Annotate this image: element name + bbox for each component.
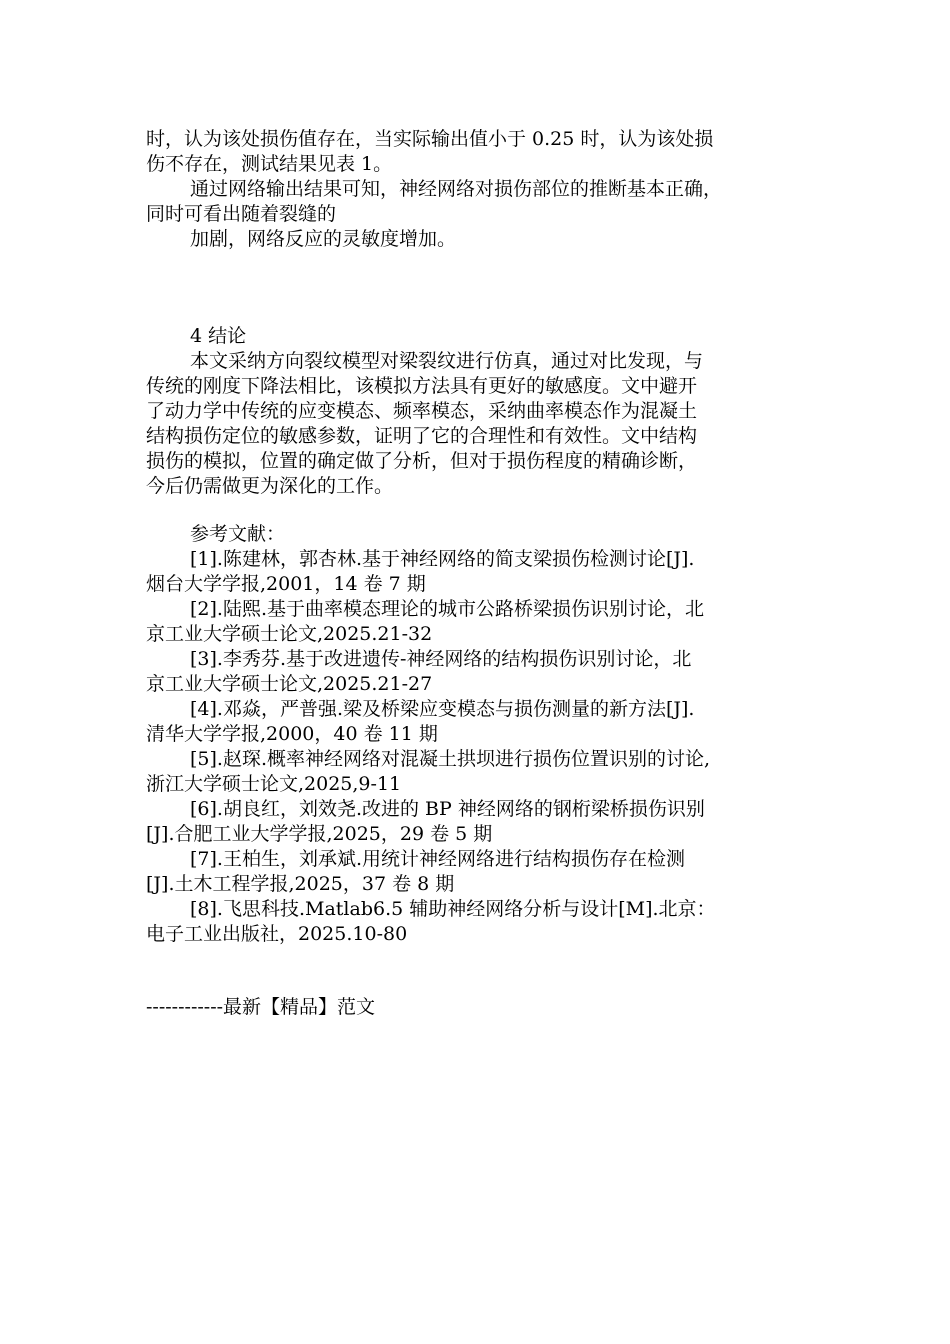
section-heading: 4 结论 [190, 325, 247, 347]
text-line: 损伤的模拟，位置的确定做了分析，但对于损伤程度的精确诊断， [146, 450, 698, 472]
text-line: 伤不存在，测试结果见表 1。 [146, 153, 393, 175]
reference-item-4-line1: [4].邓焱，严普强.梁及桥梁应变模态与损伤测量的新方法[J]. [190, 698, 695, 720]
reference-item-7-line2: [J].土木工程学报,2025，37 卷 8 期 [146, 873, 455, 895]
text-line: 同时可看出随着裂缝的 [146, 203, 337, 225]
reference-item-1-line2: 烟台大学学报,2001，14 卷 7 期 [146, 573, 426, 595]
text-line: 时，认为该处损伤值存在，当实际输出值小于 0.25 时，认为该处损 [146, 128, 714, 150]
reference-item-5-line1: [5].赵琛.概率神经网络对混凝土拱坝进行损伤位置识别的讨论, [190, 748, 711, 770]
text-line: 了动力学中传统的应变模态、频率模态，采纳曲率模态作为混凝土 [146, 400, 698, 422]
intro-paragraph [146, 127, 816, 252]
reference-item-8-line1: [8].飞思科技.Matlab6.5 辅助神经网络分析与设计[M].北京： [190, 898, 716, 920]
text-line: 通过网络输出结果可知，神经网络对损伤部位的推断基本正确， [190, 178, 723, 200]
reference-item-8-line2: 电子工业出版社，2025.10-80 [146, 923, 408, 945]
text-line: 加剧，网络反应的灵敏度增加。 [190, 228, 457, 250]
footer-text: ------------最新【精品】范文 [146, 996, 376, 1018]
reference-item-3-line2: 京工业大学硕士论文,2025.21-27 [146, 673, 433, 695]
reference-item-1-line1: [1].陈建林，郭杏林.基于神经网络的简支梁损伤检测讨论[J]. [190, 548, 695, 570]
references-heading: 参考文献： [190, 523, 286, 545]
reference-item-6-line2: [J].合肥工业大学学报,2025，29 卷 5 期 [146, 823, 493, 845]
text-line: 本文采纳方向裂纹模型对梁裂纹进行仿真，通过对比发现，与 [190, 350, 704, 372]
reference-item-2-line1: [2].陆熙.基于曲率模态理论的城市公路桥梁损伤识别讨论，北 [190, 598, 704, 620]
conclusion-section [146, 324, 816, 499]
text-line: 传统的刚度下降法相比，该模拟方法具有更好的敏感度。文中避开 [146, 375, 698, 397]
text-line: 结构损伤定位的敏感参数，证明了它的合理性和有效性。文中结构 [146, 425, 698, 447]
reference-item-7-line1: [7].王柏生，刘承斌.用统计神经网络进行结构损伤存在检测 [190, 848, 685, 870]
reference-item-4-line2: 清华大学学报,2000，40 卷 11 期 [146, 723, 438, 745]
text-line: 今后仍需做更为深化的工作。 [146, 475, 394, 497]
reference-item-3-line1: [3].李秀芬.基于改进遗传-神经网络的结构损伤识别讨论，北 [190, 648, 692, 670]
reference-item-2-line2: 京工业大学硕士论文,2025.21-32 [146, 623, 433, 645]
references-section [146, 522, 816, 947]
reference-item-5-line2: 浙江大学硕士论文,2025,9-11 [146, 773, 402, 795]
reference-item-6-line1: [6].胡良红，刘效尧.改进的 BP 神经网络的钢桁梁桥损伤识别 [190, 798, 705, 820]
